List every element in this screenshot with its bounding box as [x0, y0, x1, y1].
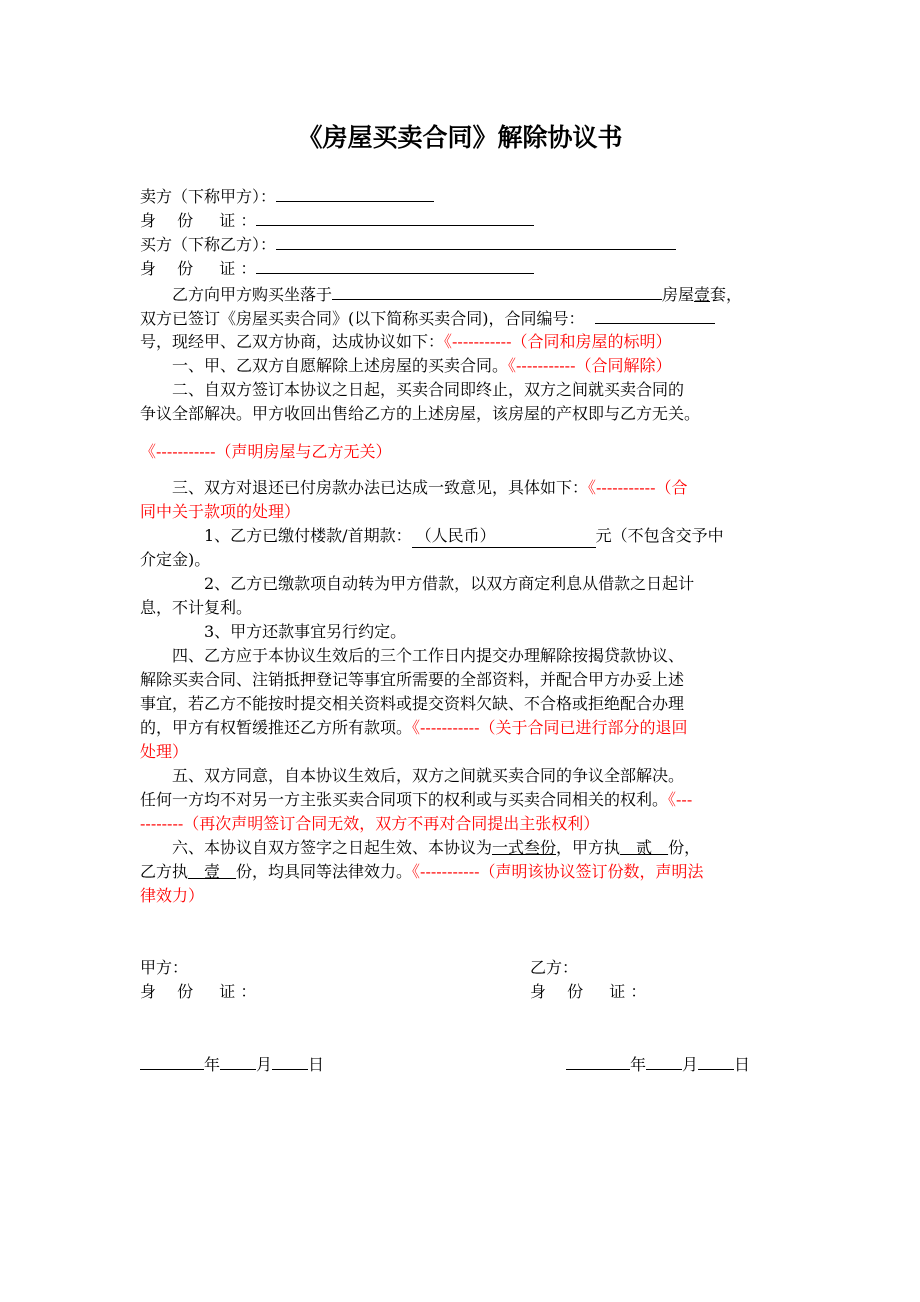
item-text: 元（不包含交予中 [595, 526, 724, 545]
clause-2-line-2: 争议全部解决。甲方收回出售给乙方的上述房屋，该房屋的产权即与乙方无关。 [140, 404, 701, 423]
clause-4-line-1: 四、乙方应于本协议生效后的三个工作日内提交办理解除按揭贷款协议、 [172, 646, 685, 665]
year-blank[interactable] [140, 1053, 204, 1070]
clause-text: 份，均具同等法律效力。 [236, 862, 413, 881]
annotation-note: 处理） [140, 742, 189, 761]
clause-4-line-4 [140, 717, 688, 739]
buyer-id-label: 身 份 证 ： [140, 259, 257, 278]
party-a-copies: 贰 [620, 838, 669, 857]
day-label: 日 [734, 1055, 751, 1074]
clause-3-item-1 [204, 525, 724, 548]
party-b-label: 乙方： [530, 958, 579, 977]
buyer-blank[interactable] [276, 233, 676, 250]
annotation-note: 同中关于款项的处理） [140, 502, 301, 521]
clause-3-item-2: 2、乙方已缴款项自动转为甲方借款，以双方商定利息从借款之日起计 [204, 574, 695, 593]
annotation-note: 《-----------（合 [588, 478, 688, 497]
buyer-label: 买方（下称乙方）： [140, 235, 277, 254]
day-blank[interactable] [698, 1053, 734, 1070]
seller-id-blank[interactable] [256, 209, 534, 226]
intro-text: 套， [710, 285, 743, 304]
annotation-note: 《-----------（合同和房屋的标明） [444, 332, 672, 351]
seller-line [140, 185, 434, 208]
clause-3-line-1 [172, 477, 688, 499]
clause-6-line-1 [172, 837, 700, 859]
intro-text: 双方已签订《房屋买卖合同》(以下简称买卖合同)，合同编号： [140, 309, 585, 328]
clause-2-line-1: 二、自双方签订本协议之日起，买卖合同即终止，双方之间就买卖合同的 [172, 380, 685, 399]
clause-4-line-3: 事宜，若乙方不能按时提交相关资料或提交资料欠缺、不合格或拒绝配合办理 [140, 694, 685, 713]
clause-text: 三、双方对退还已付房款办法已达成一致意见，具体如下： [172, 478, 589, 497]
document-title: 《房屋买卖合同》解除协议书 [297, 123, 623, 152]
annotation-note: 律效力） [140, 886, 205, 905]
annotation-note: 《-----------（声明房屋与乙方无关） [140, 442, 392, 461]
clause-text: 份， [668, 838, 701, 857]
intro-text: 房屋 [662, 285, 695, 304]
intro-text: 乙方向甲方购买坐落于 [172, 285, 333, 304]
intro-line-3 [140, 331, 672, 353]
item-text: 1、乙方已缴付楼款/首期款： [204, 526, 412, 545]
house-count: 壹 [694, 285, 711, 304]
amount-blank[interactable] [412, 525, 596, 548]
contract-number-blank[interactable] [595, 307, 715, 324]
seller-id-line [140, 209, 534, 232]
clause-3-item-2-cont: 息，不计复利。 [140, 598, 253, 617]
party-b-date [566, 1053, 750, 1076]
party-a-date [140, 1053, 324, 1076]
clause-text: 的，甲方有权暂缓推还乙方所有款项。 [140, 718, 413, 737]
clause-5-line-1: 五、双方同意，自本协议生效后，双方之间就买卖合同的争议全部解决。 [172, 766, 685, 785]
day-label: 日 [308, 1055, 325, 1074]
intro-line-1 [172, 283, 742, 306]
year-label: 年 [204, 1055, 221, 1074]
clause-5-line-2 [140, 789, 692, 811]
party-b-copies: 壹 [188, 862, 237, 881]
clause-1 [172, 355, 672, 377]
clause-text: 任何一方均不对另一方主张买卖合同项下的权利或与买卖合同相关的权利。 [140, 790, 669, 809]
year-label: 年 [630, 1055, 647, 1074]
seller-label: 卖方（下称甲方）： [140, 187, 277, 206]
party-b-id-label: 身 份 证 ： [530, 982, 647, 1001]
month-blank[interactable] [646, 1053, 682, 1070]
buyer-id-blank[interactable] [256, 257, 534, 274]
clause-text: 六、本协议自双方签字之日起生效、本协议为 [172, 838, 493, 857]
seller-id-label: 身 份 证 ： [140, 211, 257, 230]
seller-blank[interactable] [276, 185, 434, 202]
intro-text: 号，现经甲、乙双方协商，达成协议如下： [140, 332, 445, 351]
clause-6-line-2 [140, 861, 704, 883]
month-label: 月 [682, 1055, 699, 1074]
annotation-note: 《-----------（声明该协议签订份数，声明法 [412, 862, 704, 881]
clause-3-item-1-cont: 介定金)。 [140, 550, 211, 569]
day-blank[interactable] [272, 1053, 308, 1070]
year-blank[interactable] [566, 1053, 630, 1070]
annotation-note: 《-----------（关于合同已进行部分的退回 [412, 718, 688, 737]
annotation-note: 《--- [668, 790, 693, 809]
buyer-id-line [140, 257, 534, 280]
clause-text: ，甲方执 [556, 838, 621, 857]
clause-text: 一、甲、乙双方自愿解除上述房屋的买卖合同。 [172, 356, 509, 375]
clause-4-line-2: 解除买卖合同、注销抵押登记等事宜所需要的全部资料，并配合甲方办妥上述 [140, 670, 685, 689]
party-a-id-label: 身 份 证 ： [140, 982, 257, 1001]
intro-line-2 [140, 307, 715, 330]
month-blank[interactable] [220, 1053, 256, 1070]
clause-text: 乙方执 [140, 862, 189, 881]
party-a-label: 甲方： [140, 958, 189, 977]
currency-label: （人民币） [415, 526, 496, 545]
annotation-note: 《-----------（合同解除） [508, 356, 672, 375]
address-blank[interactable] [332, 283, 662, 300]
clause-3-item-3: 3、甲方还款事宜另行约定。 [204, 622, 407, 641]
annotation-note: --------（再次声明签订合同无效，双方不再对合同提出主张权利） [140, 814, 600, 833]
month-label: 月 [256, 1055, 273, 1074]
buyer-line [140, 233, 676, 256]
copy-count: 一式叁份 [492, 838, 557, 857]
